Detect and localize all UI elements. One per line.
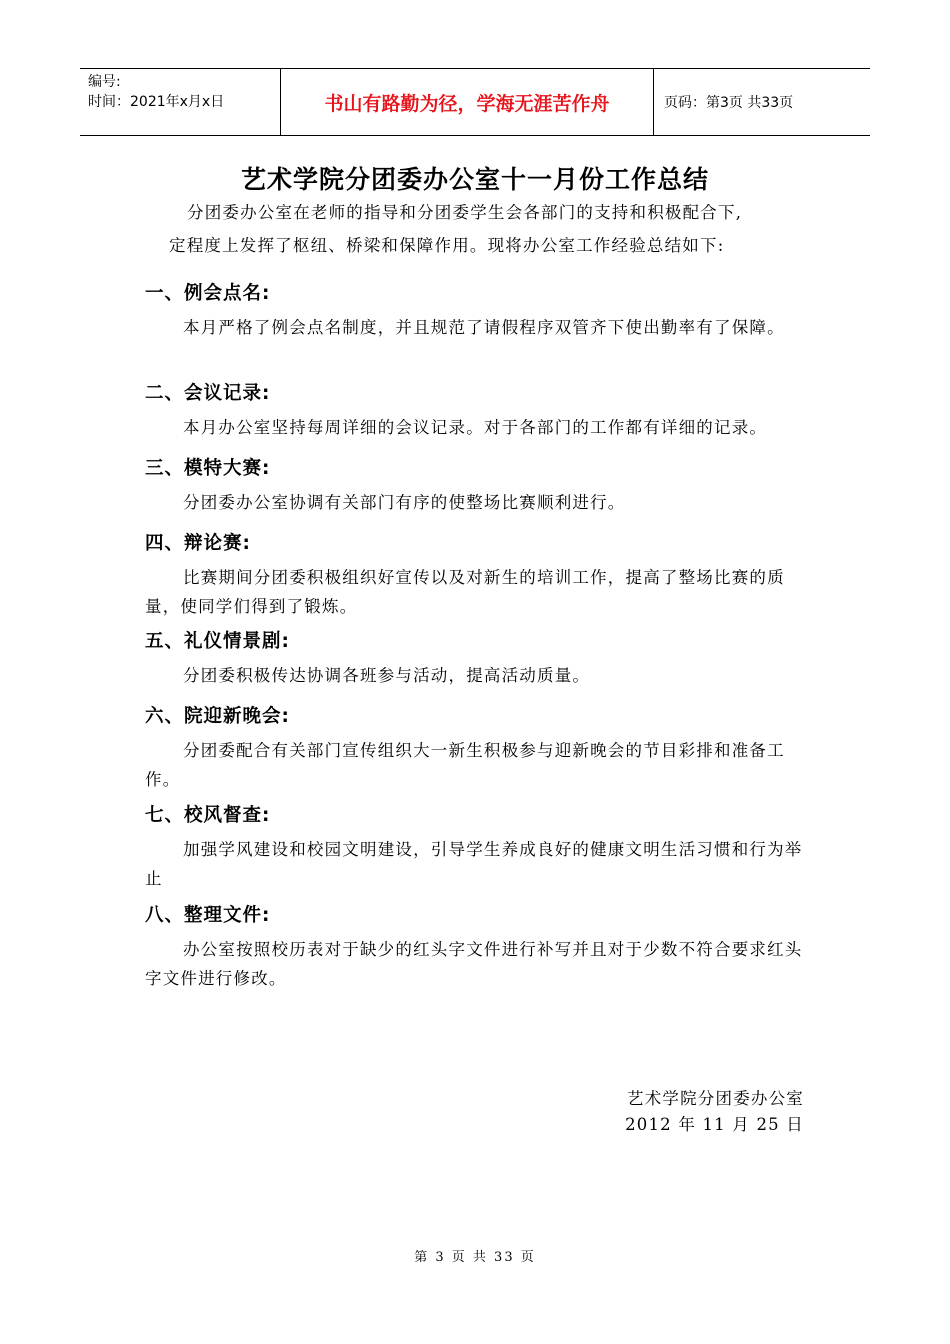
header-page-label: 页码：第3页 共33页	[664, 95, 794, 111]
section-heading: 四、辩论赛:	[145, 533, 251, 554]
section-text: 分团委配合有关部门宣传组织大一新生积极参与迎新晚会的节目彩排和准备工作。	[145, 741, 785, 789]
section-text: 加强学风建设和校园文明建设，引导学生养成良好的健康文明生活习惯和行为举止	[145, 840, 803, 888]
intro-line-2: 定程度上发挥了枢纽、桥梁和保障作用。现将办公室工作经验总结如下:	[169, 236, 725, 255]
section-text: 分团委办公室协调有关部门有序的使整场比赛顺利进行。	[183, 493, 626, 512]
page-footer: 第 3 页 共 33 页	[414, 1250, 536, 1265]
section-text: 办公室按照校历表对于缺少的红头字文件进行补写并且对于少数不符合要求红头字文件进行修改。	[145, 940, 803, 988]
section-text: 本月办公室坚持每周详细的会议记录。对于各部门的工作都有详细的记录。	[183, 418, 768, 437]
signature-date: 2012 年 11 月 25 日	[625, 1115, 804, 1134]
section-heading: 一、例会点名:	[145, 283, 271, 304]
document-time-label: 时间：2021年x月x日	[88, 94, 225, 110]
header-info-cell	[80, 69, 281, 135]
section-text: 分团委积极传达协调各班参与活动，提高活动质量。	[183, 666, 591, 685]
section-heading: 八、整理文件:	[145, 905, 271, 926]
document-number-label: 编号:	[88, 74, 121, 90]
section-heading: 六、院迎新晚会:	[145, 706, 290, 727]
header-motto: 书山有路勤为径，学海无涯苦作舟	[281, 69, 654, 135]
section-text: 比赛期间分团委积极组织好宣传以及对新生的培训工作，提高了整场比赛的质量，使同学们得到了锻炼。	[145, 568, 785, 616]
section-text: 本月严格了例会点名制度，并且规范了请假程序双管齐下使出勤率有了保障。	[183, 318, 785, 337]
section-heading: 七、校风督查:	[145, 805, 271, 826]
header-table	[80, 68, 870, 136]
section-heading: 三、模特大赛:	[145, 458, 271, 479]
section-heading: 五、礼仪情景剧:	[145, 631, 290, 652]
section-heading: 二、会议记录:	[145, 383, 271, 404]
signature-block	[625, 1086, 804, 1138]
document-title: 艺术学院分团委办公室十一月份工作总结	[240, 165, 709, 194]
signature-org: 艺术学院分团委办公室	[627, 1089, 804, 1108]
intro-line-1: 分团委办公室在老师的指导和分团委学生会各部门的支持和积极配合下,	[187, 203, 743, 222]
